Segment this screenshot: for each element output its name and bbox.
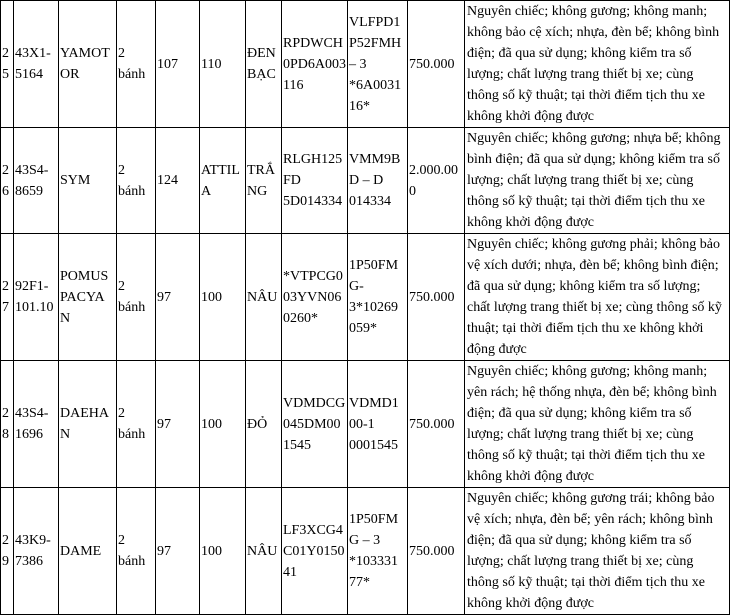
capacity-value: 124 [156, 128, 200, 234]
brand: DAEHA N [59, 361, 117, 488]
color: NÂU [246, 234, 282, 361]
capacity-value: 97 [156, 488, 200, 615]
row-number: 2 6 [1, 128, 14, 234]
plate-number: 92F1- 101.10 [14, 234, 59, 361]
condition-description: Nguyên chiếc; không gương; không manh; không bảo cệ xích; nhựa, đèn bể; không bình điện; đã qua sử dụng; không kiểm tra số lượng; chất lượng trang thiết bị xe; cùng thông số kỹ thuật; tại thời điểm tịch thu xe không khởi động được [465, 1, 730, 128]
price: 750.000 [408, 1, 465, 128]
model-value: 100 [200, 361, 246, 488]
frame-number: LF3XCG4 C01Y0150 41 [282, 488, 348, 615]
engine-number: VLFPD1 P52FMH – 3 *6A0031 16* [348, 1, 408, 128]
table-row [1, 488, 730, 615]
vehicle-type: 2 bánh [117, 234, 156, 361]
brand: DAME [59, 488, 117, 615]
plate-number: 43S4- 8659 [14, 128, 59, 234]
color: ĐỎ [246, 361, 282, 488]
plate-number: 43S4- 1696 [14, 361, 59, 488]
engine-number: VDMD1 00-1 0001545 [348, 361, 408, 488]
brand: POMUS PACYA N [59, 234, 117, 361]
price: 750.000 [408, 361, 465, 488]
frame-number: VDMDCG 045DM00 1545 [282, 361, 348, 488]
frame-number: RLGH125 FD 5D014334 [282, 128, 348, 234]
plate-number: 43X1- 5164 [14, 1, 59, 128]
brand: YAMOT OR [59, 1, 117, 128]
price: 2.000.00 0 [408, 128, 465, 234]
row-number: 2 8 [1, 361, 14, 488]
table-row [1, 128, 730, 234]
vehicle-type: 2 bánh [117, 361, 156, 488]
vehicle-type: 2 bánh [117, 128, 156, 234]
frame-number: *VTPCG0 03YVN06 0260* [282, 234, 348, 361]
capacity-value: 97 [156, 234, 200, 361]
vehicle-type: 2 bánh [117, 488, 156, 615]
engine-number: 1P50FM G – 3 *103331 77* [348, 488, 408, 615]
model-value: 100 [200, 234, 246, 361]
row-number: 2 9 [1, 488, 14, 615]
condition-description: Nguyên chiếc; không gương; không manh; yên rách; hệ thống nhựa, đèn bể; không bình điện; đã qua sử dụng; không kiểm tra số lượng; chất lượng trang thiết bị xe; cùng thông số kỹ thuật; tại thời điểm tịch thu xe không khởi động được [465, 361, 730, 488]
model-value: ATTIL A [200, 128, 246, 234]
model-value: 100 [200, 488, 246, 615]
capacity-value: 97 [156, 361, 200, 488]
plate-number: 43K9- 7386 [14, 488, 59, 615]
condition-description: Nguyên chiếc; không gương phải; không bảo vệ xích dưới; nhựa, đèn bể; không bình điện; đã qua sử dụng; không kiểm tra số lượng; chất lượng trang thiết bị xe; cùng thông số kỹ thuật; tại thời điểm tịch thu xe không khởi động được [465, 234, 730, 361]
color: ĐEN BẠC [246, 1, 282, 128]
row-number: 2 5 [1, 1, 14, 128]
table-row [1, 1, 730, 128]
table-row [1, 234, 730, 361]
brand: SYM [59, 128, 117, 234]
frame-number: RPDWCH 0PD6A003 116 [282, 1, 348, 128]
color: TRẮ NG [246, 128, 282, 234]
engine-number: VMM9B D – D 014334 [348, 128, 408, 234]
capacity-value: 107 [156, 1, 200, 128]
color: NÂU [246, 488, 282, 615]
row-number: 2 7 [1, 234, 14, 361]
engine-number: 1P50FM G- 3*10269 059* [348, 234, 408, 361]
model-value: 110 [200, 1, 246, 128]
condition-description: Nguyên chiếc; không gương; nhựa bể; không bình điện; đã qua sử dụng; không kiểm tra số lượng; chất lượng trang thiết bị xe; cùng thông số kỹ thuật; tại thời điểm tịch thu xe không khởi động được [465, 128, 730, 234]
table-row [1, 361, 730, 488]
condition-description: Nguyên chiếc; không gương trái; không bảo vệ xích; nhựa, đèn bể; yên rách; không bình điện; đã qua sử dụng; không kiểm tra số lượng; chất lượng trang thiết bị xe; cùng thông số kỹ thuật; tại thời điểm tịch thu xe không khởi động được [465, 488, 730, 615]
price: 750.000 [408, 488, 465, 615]
vehicle-type: 2 bánh [117, 1, 156, 128]
price: 750.000 [408, 234, 465, 361]
